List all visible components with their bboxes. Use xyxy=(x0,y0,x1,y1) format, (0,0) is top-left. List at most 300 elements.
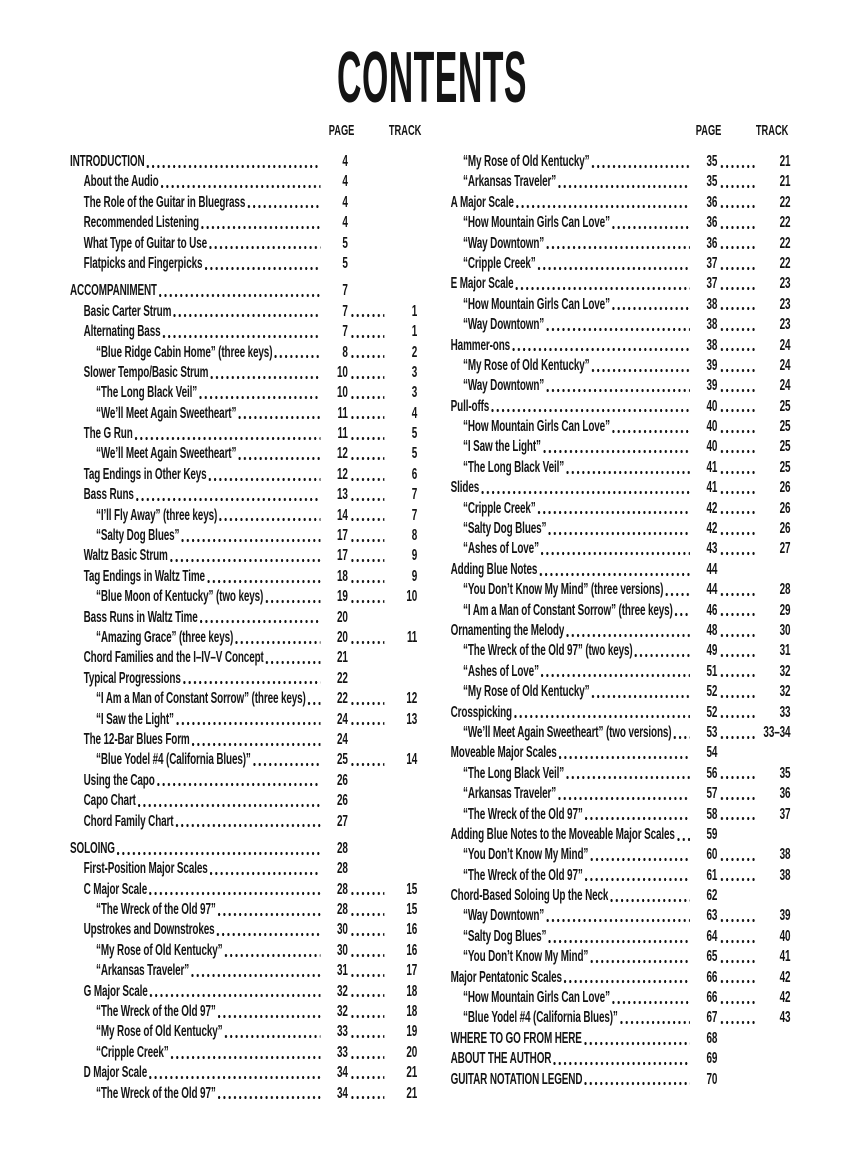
page-number: 63 xyxy=(706,907,718,925)
page-number: 11 xyxy=(337,425,348,443)
toc-entry xyxy=(70,343,417,363)
page-number: 4 xyxy=(342,193,348,211)
dot-leader xyxy=(218,900,321,920)
track-leader xyxy=(717,397,760,417)
track-leader xyxy=(717,805,760,825)
entry-title: “The Long Black Veil” xyxy=(463,458,565,476)
page-number: 24 xyxy=(336,710,348,728)
track-leader xyxy=(717,927,760,947)
track-number xyxy=(387,234,417,254)
entry-title: “The Wreck of the Old 97” xyxy=(96,1084,216,1102)
toc-entry xyxy=(70,628,417,648)
toc-entry xyxy=(437,927,790,947)
toc-entry xyxy=(70,152,417,172)
page-number: 25 xyxy=(336,751,348,769)
toc-entry xyxy=(70,424,417,444)
track-number: 25 xyxy=(779,458,791,476)
track-number: 36 xyxy=(779,785,791,803)
track-number: 30 xyxy=(779,621,791,639)
track-leader xyxy=(348,771,388,791)
track-number: 38 xyxy=(779,866,791,884)
toc-entry xyxy=(437,213,790,233)
page-number: 48 xyxy=(706,621,718,639)
page-number: 64 xyxy=(706,927,718,945)
entry-title: “The Wreck of the Old 97” (two keys) xyxy=(463,642,633,660)
page-number: 35 xyxy=(706,173,718,191)
entry-title: Bass Runs in Waltz Time xyxy=(83,608,198,626)
entry-title: “The Wreck of the Old 97” xyxy=(96,901,216,919)
track-number: 5 xyxy=(411,445,418,463)
track-number: 18 xyxy=(406,982,418,1000)
track-number: 32 xyxy=(779,662,791,680)
entry-title: “My Rose of Old Kentucky” xyxy=(463,356,590,374)
entry-title: Using the Capo xyxy=(83,771,155,789)
dot-leader xyxy=(634,641,690,661)
toc-entry xyxy=(70,383,417,403)
entry-title: “Ashes of Love” xyxy=(463,540,539,558)
toc-entry xyxy=(70,1043,417,1063)
page-number: 36 xyxy=(706,214,718,232)
column-headers-left xyxy=(70,122,422,144)
dot-leader xyxy=(612,988,690,1008)
toc-entry xyxy=(70,587,417,607)
track-number xyxy=(761,560,791,580)
page-number: 46 xyxy=(706,601,718,619)
entry-title: Flatpicks and Fingerpicks xyxy=(83,254,203,272)
track-leader xyxy=(348,213,388,233)
track-number: 22 xyxy=(779,254,791,272)
dot-leader xyxy=(162,322,320,342)
dot-leader xyxy=(612,417,690,437)
track-number: 15 xyxy=(406,880,418,898)
toc-entry xyxy=(437,825,790,845)
track-number xyxy=(387,791,417,811)
track-number: 24 xyxy=(779,377,791,395)
track-number: 38 xyxy=(779,846,791,864)
dot-leader xyxy=(207,567,321,587)
toc-entry xyxy=(70,567,417,587)
track-number xyxy=(387,859,417,879)
track-leader xyxy=(717,1029,760,1049)
dot-leader xyxy=(204,254,320,274)
column-headers-right xyxy=(437,122,790,144)
toc-entry xyxy=(70,1002,417,1022)
entry-title: “How Mountain Girls Can Love” xyxy=(463,295,610,313)
page-number: 56 xyxy=(706,764,718,782)
track-number: 14 xyxy=(406,751,418,769)
page-number: 54 xyxy=(706,744,718,762)
toc-entry xyxy=(437,866,790,886)
track-number xyxy=(761,886,791,906)
page-number: 68 xyxy=(706,1029,718,1047)
track-leader xyxy=(717,213,760,233)
page-title: CONTENTS xyxy=(337,38,527,118)
track-number: 22 xyxy=(779,193,791,211)
page-number: 39 xyxy=(706,377,718,395)
track-number: 22 xyxy=(779,214,791,232)
track-leader xyxy=(348,322,388,342)
track-leader xyxy=(717,825,760,845)
entry-title: Recommended Listening xyxy=(83,214,199,232)
track-number: 32 xyxy=(779,683,791,701)
page-number: 62 xyxy=(706,887,718,905)
toc-entry xyxy=(70,1084,417,1104)
track-number: 13 xyxy=(406,710,418,728)
entry-title: “My Rose of Old Kentucky” xyxy=(463,153,590,170)
dot-leader xyxy=(558,172,690,192)
track-leader xyxy=(348,750,388,770)
entry-title: “Arkansas Traveler” xyxy=(96,962,190,980)
toc-entry xyxy=(437,499,790,519)
track-number: 12 xyxy=(406,690,418,708)
page-number: 59 xyxy=(706,825,718,843)
dot-leader xyxy=(548,927,690,947)
dot-leader xyxy=(157,771,321,791)
dot-leader xyxy=(585,866,690,886)
toc-entry xyxy=(437,988,790,1008)
dot-leader xyxy=(584,1029,690,1049)
track-leader xyxy=(717,641,760,661)
page-number: 43 xyxy=(706,540,718,558)
toc-entry xyxy=(70,281,417,301)
toc-entry xyxy=(70,961,417,981)
track-leader xyxy=(717,1070,760,1090)
track-number: 24 xyxy=(779,356,791,374)
entry-title: “My Rose of Old Kentucky” xyxy=(96,941,223,959)
track-leader xyxy=(717,376,760,396)
entry-title: “Way Downtown” xyxy=(463,377,545,395)
page-number: 10 xyxy=(336,363,348,381)
track-number xyxy=(387,648,417,668)
toc-entry xyxy=(437,886,790,906)
page-number: 17 xyxy=(336,547,348,565)
dot-leader xyxy=(253,750,321,770)
page-number: 42 xyxy=(706,520,718,538)
dot-leader xyxy=(610,886,690,906)
toc-entry xyxy=(437,1029,790,1049)
toc-entry xyxy=(437,417,790,437)
entry-title: Tag Endings in Waltz Time xyxy=(83,567,205,585)
dot-leader xyxy=(238,404,320,424)
toc-entry xyxy=(437,703,790,723)
entry-title: “I Am a Man of Constant Sorrow” (three keys) xyxy=(96,690,306,708)
toc-entry xyxy=(437,519,790,539)
page-number: 30 xyxy=(336,941,348,959)
entry-title: “How Mountain Girls Can Love” xyxy=(463,214,610,232)
track-number: 42 xyxy=(779,968,791,986)
track-leader xyxy=(717,274,760,294)
track-leader xyxy=(348,302,388,322)
page-number: 27 xyxy=(336,812,348,830)
page-number: 28 xyxy=(336,839,348,857)
track-number xyxy=(387,839,417,859)
toc-entry xyxy=(437,805,790,825)
dot-leader xyxy=(201,213,321,233)
page-number: 57 xyxy=(706,785,718,803)
dot-leader xyxy=(146,152,320,172)
track-leader xyxy=(717,437,760,457)
track-leader xyxy=(348,193,388,213)
toc-entry xyxy=(70,1022,417,1042)
dot-leader xyxy=(247,193,320,213)
track-number: 43 xyxy=(779,1009,791,1027)
track-leader xyxy=(717,417,760,437)
toc-entry xyxy=(70,982,417,1002)
toc-entry xyxy=(70,546,417,566)
toc-entry xyxy=(437,152,790,172)
page-number: 37 xyxy=(706,275,718,293)
track-leader xyxy=(717,519,760,539)
track-number: 3 xyxy=(411,384,418,402)
page-number: 53 xyxy=(706,723,718,741)
track-number: 2 xyxy=(411,343,418,361)
toc-entry xyxy=(437,234,790,254)
track-leader xyxy=(717,845,760,865)
entry-title: First-Position Major Scales xyxy=(83,860,208,878)
entry-title: ABOUT THE AUTHOR xyxy=(450,1050,552,1068)
entry-title: “Arkansas Traveler” xyxy=(463,785,557,803)
page-number: 11 xyxy=(337,404,348,422)
entry-title: Capo Chart xyxy=(83,792,136,810)
track-leader xyxy=(717,356,760,376)
track-leader xyxy=(348,404,388,424)
entry-title: “Cripple Creek” xyxy=(463,254,536,272)
dot-leader xyxy=(224,941,320,961)
track-number: 42 xyxy=(779,989,791,1007)
entry-title: G Major Scale xyxy=(83,982,148,1000)
entry-title: “Arkansas Traveler” xyxy=(463,173,557,191)
entry-title: Adding Blue Notes to the Moveable Major Scales xyxy=(450,825,675,843)
page-number: 18 xyxy=(336,567,348,585)
track-leader xyxy=(348,812,388,832)
entry-title: “Blue Yodel #4 (California Blues)” xyxy=(96,751,251,769)
toc-entry xyxy=(437,764,790,784)
track-number: 24 xyxy=(779,336,791,354)
page-column-header: PAGE xyxy=(328,122,355,139)
toc-entry xyxy=(437,845,790,865)
toc-entry xyxy=(437,254,790,274)
track-number: 9 xyxy=(411,547,418,565)
track-leader xyxy=(348,628,388,648)
entry-title: GUITAR NOTATION LEGEND xyxy=(450,1070,583,1088)
track-leader xyxy=(717,478,760,498)
dot-leader xyxy=(566,621,690,641)
track-leader xyxy=(348,920,388,940)
track-leader xyxy=(348,363,388,383)
track-number: 28 xyxy=(779,581,791,599)
page-number: 65 xyxy=(706,948,718,966)
track-leader xyxy=(348,689,388,709)
toc-entry xyxy=(437,906,790,926)
dot-leader xyxy=(238,444,320,464)
dot-leader xyxy=(546,315,690,335)
dot-leader xyxy=(176,710,321,730)
entry-title: “How Mountain Girls Can Love” xyxy=(463,989,610,1007)
entry-title: “Salty Dog Blues” xyxy=(96,527,180,545)
page-number: 37 xyxy=(706,254,718,272)
page-number: 67 xyxy=(706,1009,718,1027)
page-number: 35 xyxy=(706,153,718,170)
page-number: 10 xyxy=(336,384,348,402)
track-leader xyxy=(717,193,760,213)
page-number: 17 xyxy=(336,527,348,545)
dot-leader xyxy=(590,845,690,865)
dot-leader xyxy=(677,825,690,845)
entry-title: “Blue Ridge Cabin Home” (three keys) xyxy=(96,343,273,361)
toc-entries-right xyxy=(437,152,790,1090)
page-number: 22 xyxy=(336,690,348,708)
dot-leader xyxy=(265,587,320,607)
toc-entry xyxy=(70,750,417,770)
track-leader xyxy=(348,485,388,505)
dot-leader xyxy=(541,539,690,559)
track-leader xyxy=(717,295,760,315)
page-number: 38 xyxy=(706,295,718,313)
track-leader xyxy=(717,662,760,682)
track-leader xyxy=(348,546,388,566)
toc-entry xyxy=(70,608,417,628)
track-leader xyxy=(717,336,760,356)
entry-title: ACCOMPANIMENT xyxy=(70,282,157,300)
entry-title: Waltz Basic Strum xyxy=(83,547,168,565)
page-number: 60 xyxy=(706,846,718,864)
page-number: 19 xyxy=(336,588,348,606)
dot-leader xyxy=(553,1049,690,1069)
page-number: 14 xyxy=(336,506,348,524)
toc-entry xyxy=(437,1008,790,1028)
entry-title: Ornamenting the Melody xyxy=(450,621,565,639)
dot-leader xyxy=(183,669,321,689)
toc-entry xyxy=(437,947,790,967)
page-number: 44 xyxy=(706,581,718,599)
toc-entry xyxy=(437,621,790,641)
entry-title: Chord-Based Soloing Up the Neck xyxy=(450,887,609,905)
page-number: 20 xyxy=(336,628,348,646)
page-number: 26 xyxy=(336,771,348,789)
track-number: 9 xyxy=(411,567,418,585)
dot-leader xyxy=(266,648,321,668)
page-number: 69 xyxy=(706,1050,718,1068)
page-number: 26 xyxy=(336,792,348,810)
dot-leader xyxy=(175,812,320,832)
track-leader xyxy=(348,1022,388,1042)
toc-entry xyxy=(437,336,790,356)
dot-leader xyxy=(173,302,320,322)
toc-entry xyxy=(70,880,417,900)
toc-entry xyxy=(437,1049,790,1069)
entry-title: “We’ll Meet Again Sweetheart” (two versions) xyxy=(463,723,672,741)
track-number xyxy=(387,608,417,628)
toc-entry xyxy=(437,682,790,702)
page-number: 13 xyxy=(336,486,348,504)
track-leader xyxy=(348,424,388,444)
page-number: 41 xyxy=(706,479,718,497)
entry-title: “Salty Dog Blues” xyxy=(463,927,547,945)
entry-title: “I Saw the Light” xyxy=(463,438,541,456)
toc-entry xyxy=(70,920,417,940)
toc-entry xyxy=(437,560,790,580)
toc-entry xyxy=(70,669,417,689)
dot-leader xyxy=(274,343,320,363)
track-leader xyxy=(348,859,388,879)
entry-title: The Role of the Guitar in Bluegrass xyxy=(83,193,246,211)
track-leader xyxy=(348,900,388,920)
dot-leader xyxy=(135,424,321,444)
toc-entry xyxy=(70,193,417,213)
track-number: 7 xyxy=(411,486,418,504)
track-leader xyxy=(717,580,760,600)
toc-entry xyxy=(70,302,417,322)
track-leader xyxy=(348,648,388,668)
dot-leader xyxy=(673,723,690,743)
page-number: 70 xyxy=(706,1070,718,1088)
dot-leader xyxy=(150,982,321,1002)
dot-leader xyxy=(566,764,690,784)
dot-leader xyxy=(191,961,321,981)
entry-title: “The Wreck of the Old 97” xyxy=(463,805,583,823)
track-number xyxy=(387,213,417,233)
track-number: 16 xyxy=(406,941,418,959)
entry-title: “The Long Black Veil” xyxy=(96,384,198,402)
track-leader xyxy=(717,743,760,763)
entry-title: “You Don’t Know My Mind” (three versions) xyxy=(463,581,664,599)
entry-title: Tag Endings in Other Keys xyxy=(83,465,207,483)
dot-leader xyxy=(308,689,321,709)
dot-leader xyxy=(170,1043,320,1063)
track-leader xyxy=(348,383,388,403)
toc-entry xyxy=(437,356,790,376)
toc-entry xyxy=(70,900,417,920)
track-leader xyxy=(348,587,388,607)
toc-entry xyxy=(70,485,417,505)
entry-title: “Amazing Grace” (three keys) xyxy=(96,628,234,646)
entry-title: “Cripple Creek” xyxy=(463,499,536,517)
track-number xyxy=(387,172,417,192)
page-number: 61 xyxy=(706,866,718,884)
track-number: 27 xyxy=(779,540,791,558)
track-number: 23 xyxy=(779,316,791,334)
track-leader xyxy=(717,499,760,519)
entry-title: Typical Progressions xyxy=(83,669,181,687)
toc-entry xyxy=(70,791,417,811)
dot-leader xyxy=(219,506,320,526)
page-number: 41 xyxy=(706,458,718,476)
dot-leader xyxy=(512,336,690,356)
entry-title: “Blue Moon of Kentucky” (two keys) xyxy=(96,588,264,606)
dot-leader xyxy=(665,580,690,600)
dot-leader xyxy=(160,172,320,192)
track-number: 33 xyxy=(779,703,791,721)
entry-title: “Salty Dog Blues” xyxy=(463,520,547,538)
track-leader xyxy=(717,539,760,559)
dot-leader xyxy=(546,234,690,254)
toc-entry xyxy=(437,723,790,743)
toc-entry xyxy=(70,710,417,730)
page-title-wrap xyxy=(0,38,864,118)
track-leader xyxy=(717,886,760,906)
entry-title: Bass Runs xyxy=(83,486,134,504)
entry-title: Upstrokes and Downstrokes xyxy=(83,921,215,939)
track-number: 29 xyxy=(779,601,791,619)
dot-leader xyxy=(591,682,690,702)
toc-entry xyxy=(437,295,790,315)
dot-leader xyxy=(117,839,321,859)
entry-title: “Ashes of Love” xyxy=(463,662,539,680)
track-leader xyxy=(717,682,760,702)
page-number: 24 xyxy=(336,730,348,748)
track-leader xyxy=(348,465,388,485)
dot-leader xyxy=(216,920,320,940)
